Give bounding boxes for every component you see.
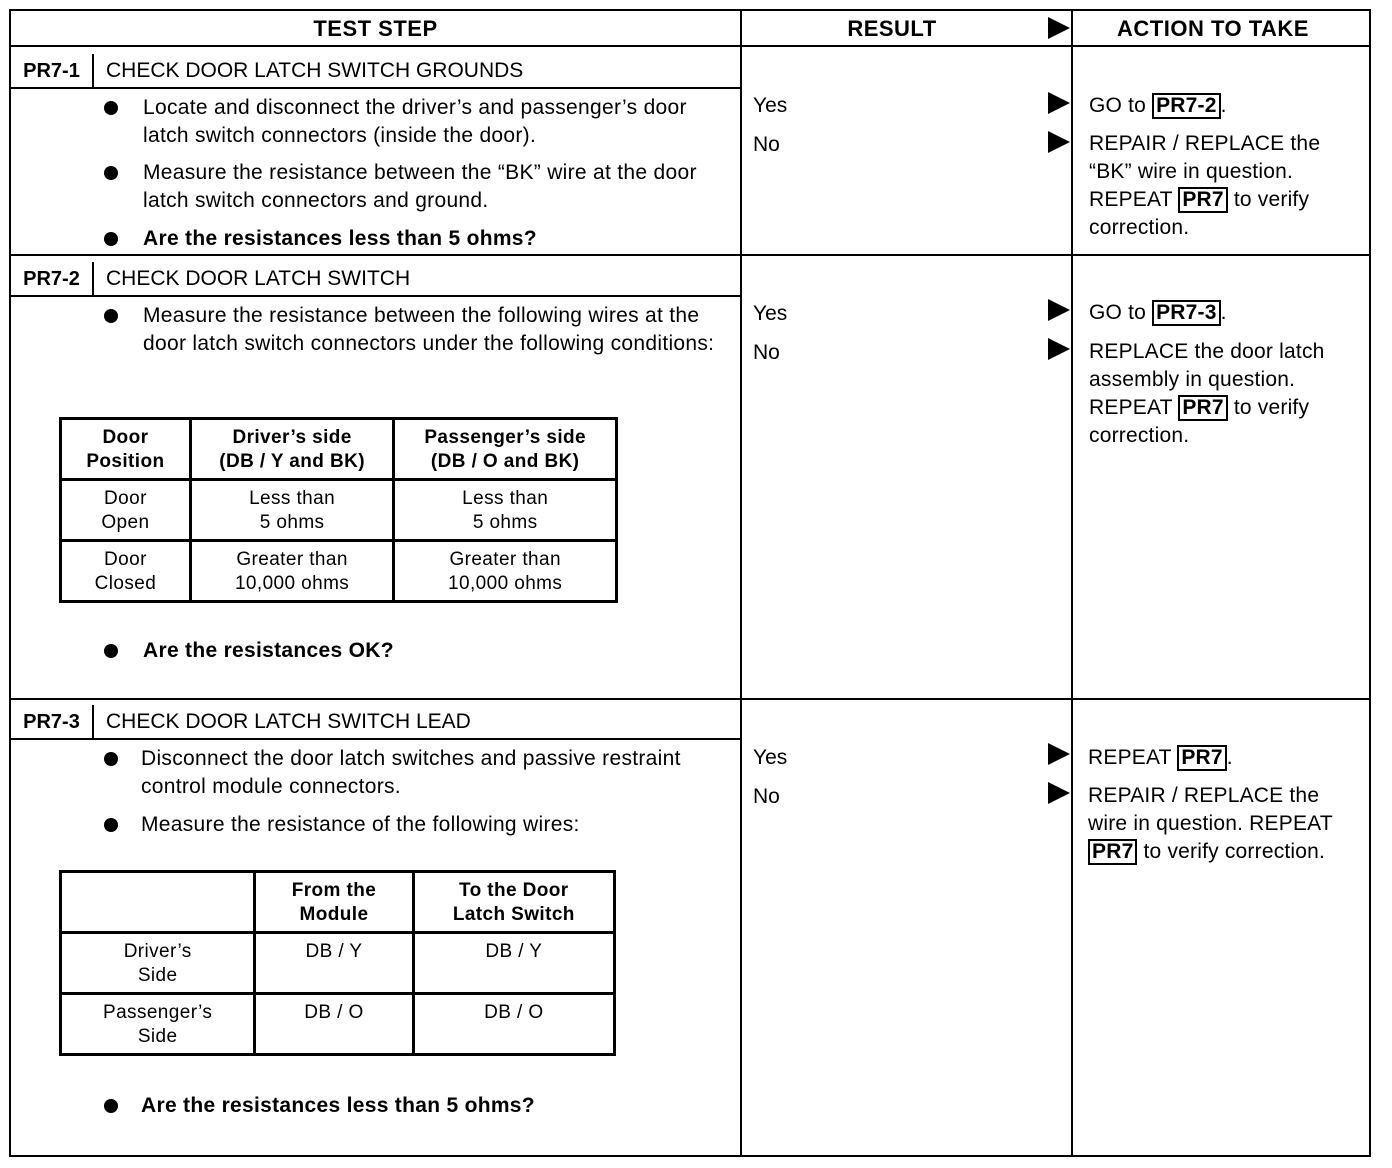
outer-right-border: [1369, 9, 1371, 1157]
step3-title: CHECK DOOR LATCH SWITCH LEAD: [106, 710, 471, 733]
step2-id-divider: [92, 262, 94, 296]
table-header-cell: From the Module: [255, 872, 413, 933]
bullet-icon: [104, 101, 118, 115]
step3-id-divider: [92, 705, 94, 739]
step2-bullet-1: Measure the resistance between the following wires at the door latch switch connectors under the following conditions:: [143, 304, 715, 355]
table-cell: Less than 5 ohms: [394, 480, 617, 541]
header-test-step: TEST STEP: [313, 16, 438, 41]
table-cell: DB / O: [413, 994, 614, 1055]
table-cell: Door Closed: [61, 541, 191, 602]
step3-action-yes: [1088, 744, 1368, 772]
action-text: .: [1220, 94, 1227, 117]
action-text: “BK” wire in question.: [1089, 160, 1293, 183]
action-text: REPLACE the door latch: [1089, 340, 1325, 363]
table-cell: Greater than 10,000 ohms: [394, 541, 617, 602]
step1-id: PR7-1: [23, 59, 80, 82]
step-ref-link[interactable]: PR7-2: [1152, 93, 1221, 119]
table-header-row: [61, 419, 617, 480]
action-text: correction.: [1089, 216, 1190, 239]
step3-bullet-2: Measure the resistance of the following wires:: [141, 813, 580, 836]
action-text: GO to: [1089, 94, 1147, 117]
step3-question: Are the resistances less than 5 ohms?: [141, 1094, 535, 1117]
action-text: REPAIR / REPLACE the: [1088, 784, 1320, 807]
step2-question: Are the resistances OK?: [143, 639, 394, 662]
bullet-icon: [104, 232, 118, 246]
header-arrow-icon: [1048, 17, 1070, 39]
action-text: to verify correction.: [1143, 840, 1326, 863]
action-repeat-line: [1088, 838, 1368, 866]
bullet-icon: [104, 309, 118, 323]
table-row: [61, 933, 615, 994]
column-divider-result-action: [1071, 9, 1073, 1157]
column-divider-test-result: [740, 9, 742, 1157]
step2-action-no: [1089, 338, 1369, 450]
step-ref-link[interactable]: PR7: [1178, 187, 1227, 213]
table-header-cell: [61, 872, 255, 933]
table-row: [61, 994, 615, 1055]
step-ref-link[interactable]: PR7: [1178, 395, 1227, 421]
step3-yes-arrow-icon: [1048, 743, 1070, 765]
table-header-cell: To the Door Latch Switch: [413, 872, 614, 933]
step3-result-no: No: [753, 785, 780, 808]
step2-id: PR7-2: [23, 267, 80, 290]
step1-bullet-1: Locate and disconnect the driver’s and passenger’s door latch switch connectors (inside the door).: [143, 96, 687, 147]
table-cell: Passenger’s Side: [61, 994, 255, 1055]
step2-action-yes: [1089, 299, 1369, 327]
step3-action-no: [1088, 782, 1368, 866]
step1-title: CHECK DOOR LATCH SWITCH GROUNDS: [106, 59, 524, 82]
step-ref-link[interactable]: PR7-3: [1152, 300, 1221, 326]
step-ref-link[interactable]: PR7: [1088, 839, 1137, 865]
bullet-icon: [104, 166, 118, 180]
step1-yes-arrow-icon: [1048, 92, 1070, 114]
table-cell: Driver’s Side: [61, 933, 255, 994]
action-text: correction.: [1089, 424, 1190, 447]
action-text: REPEAT: [1089, 396, 1173, 419]
table-cell: DB / O: [255, 994, 413, 1055]
step3-id: PR7-3: [23, 710, 80, 733]
step1-result-yes: Yes: [753, 94, 788, 117]
step1-title-underline: [9, 87, 742, 89]
bullet-icon: [104, 1099, 118, 1113]
action-text: REPAIR / REPLACE the: [1089, 132, 1321, 155]
step3-title-underline: [9, 738, 742, 740]
action-text: REPEAT: [1088, 746, 1172, 769]
step-separator-3: [9, 698, 1371, 700]
action-text: GO to: [1089, 301, 1147, 324]
step1-id-divider: [92, 54, 94, 88]
table-header-row: [61, 872, 615, 933]
step3-wire-table: [59, 870, 616, 1056]
step3-no-arrow-icon: [1048, 782, 1070, 804]
step2-title: CHECK DOOR LATCH SWITCH: [106, 267, 411, 290]
outer-left-border: [9, 9, 11, 1157]
action-text: .: [1226, 746, 1233, 769]
action-text: .: [1220, 301, 1227, 324]
header-action: ACTION TO TAKE: [1117, 16, 1309, 41]
table-cell: Door Open: [61, 480, 191, 541]
step1-result-no: No: [753, 133, 780, 156]
table-cell: Less than 5 ohms: [190, 480, 394, 541]
bullet-icon: [104, 818, 118, 832]
action-text: wire in question. REPEAT: [1088, 812, 1333, 835]
step3-result-yes: Yes: [753, 746, 788, 769]
table-row: [61, 480, 617, 541]
table-cell: DB / Y: [413, 933, 614, 994]
outer-bottom-border: [9, 1155, 1371, 1157]
step2-result-no: No: [753, 341, 780, 364]
bullet-icon: [104, 752, 118, 766]
step2-result-yes: Yes: [753, 302, 788, 325]
action-text: REPEAT: [1089, 188, 1173, 211]
step2-resistance-table: [59, 417, 618, 603]
step2-no-arrow-icon: [1048, 338, 1070, 360]
step2-title-underline: [9, 295, 742, 297]
table-header-cell: Passenger’s side (DB / O and BK): [394, 419, 617, 480]
action-text: to verify: [1233, 188, 1310, 211]
table-header-cell: Driver’s side (DB / Y and BK): [190, 419, 394, 480]
header-result: RESULT: [847, 16, 937, 41]
bullet-icon: [104, 644, 118, 658]
table-header-cell: Door Position: [61, 419, 191, 480]
step1-no-arrow-icon: [1048, 131, 1070, 153]
action-text: assembly in question.: [1089, 368, 1296, 391]
action-repeat-line: [1089, 394, 1369, 422]
step1-action-no: [1089, 130, 1369, 242]
step1-bullet-2: Measure the resistance between the “BK” wire at the door latch switch connectors and ground.: [143, 161, 697, 212]
step-ref-link[interactable]: PR7: [1177, 745, 1226, 771]
action-text: to verify: [1233, 396, 1310, 419]
step1-action-yes: [1089, 92, 1369, 120]
step3-bullet-1: Disconnect the door latch switches and passive restraint control module connectors.: [141, 747, 681, 798]
step1-question: Are the resistances less than 5 ohms?: [143, 227, 537, 250]
action-repeat-line: [1089, 186, 1369, 214]
table-cell: Greater than 10,000 ohms: [190, 541, 394, 602]
step2-yes-arrow-icon: [1048, 299, 1070, 321]
table-cell: DB / Y: [255, 933, 413, 994]
table-row: [61, 541, 617, 602]
step-separator-2: [9, 254, 1371, 256]
